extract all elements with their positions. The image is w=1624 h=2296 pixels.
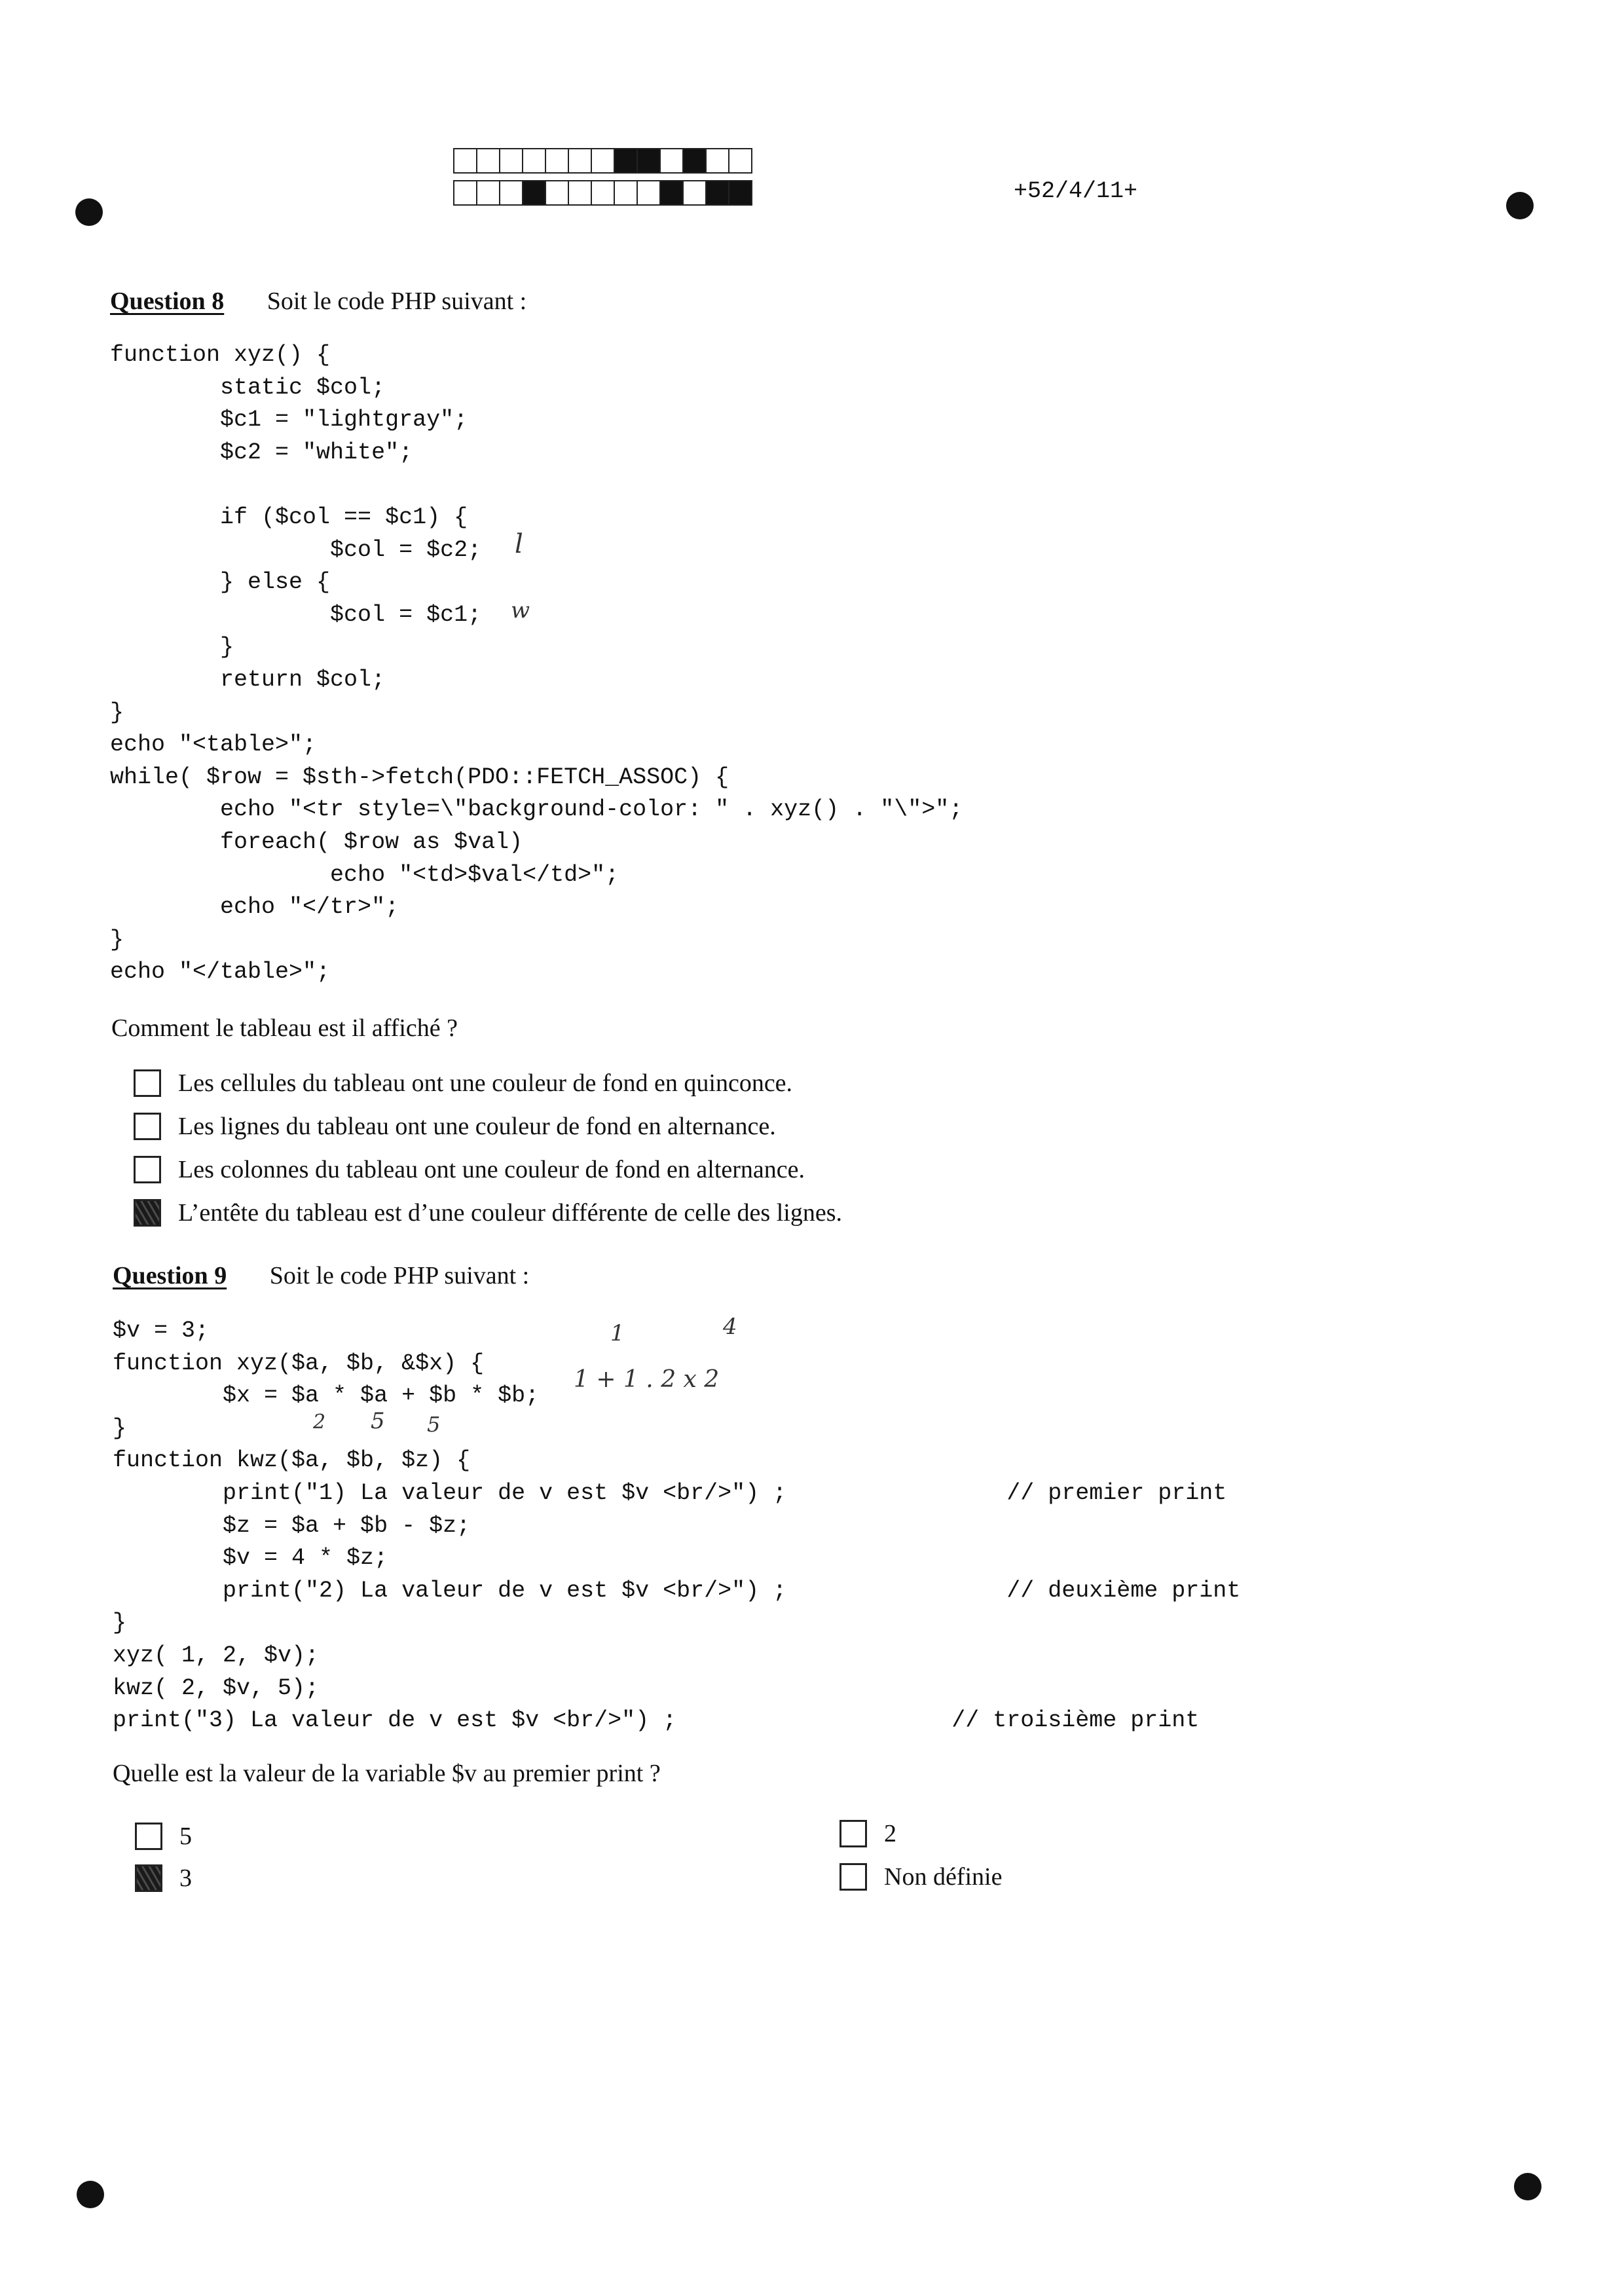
answer-option[interactable] [135, 1822, 192, 1851]
answer-option[interactable] [134, 1069, 792, 1098]
barcode-row-top [453, 148, 751, 174]
barcode-cell-filled [659, 180, 684, 206]
handwritten-note: 1 + 1 . 2 x 2 [574, 1366, 720, 1393]
corner-mark-top-right [1506, 192, 1534, 219]
answer-option[interactable] [134, 1198, 842, 1227]
answer-option[interactable] [840, 1819, 896, 1848]
question-8-heading [110, 287, 526, 316]
question-9-code: $v = 3; function xyz($a, $b, &$x) { $x = $a * $a + $b * $b; } function kwz($a, $b, $z) { print("1) La valeur de v est $v <br/>") ; // premier print $z = $a + $b - $z; $v = 4 * $z; print("2) La valeur de v est $v <br/>") ; // deuxième print } xyz( 1, 2, $v); kwz( 2, $v, 5); print("3) La valeur de v est $v <br/>") ; // troisième print [113, 1318, 1241, 1734]
question-number: Question 9 [113, 1262, 227, 1289]
answer-checkbox[interactable] [134, 1113, 161, 1140]
answer-label: Non définie [884, 1863, 1003, 1891]
answer-label: L’entête du tableau est d’une couleur différente de celle des lignes. [178, 1199, 842, 1227]
handwritten-note: 4 [723, 1314, 737, 1340]
barcode-cell-empty [591, 148, 615, 174]
answer-checkbox[interactable] [840, 1863, 867, 1891]
handwritten-note: 5 [371, 1408, 385, 1434]
barcode-cell-empty [499, 148, 523, 174]
answer-checkbox-checked[interactable] [135, 1864, 162, 1892]
barcode-cell-empty [568, 148, 592, 174]
answer-option[interactable] [135, 1864, 192, 1893]
page-code: +52/4/11+ [1014, 178, 1138, 204]
barcode-cell-filled [705, 180, 729, 206]
answer-label: Les colonnes du tableau ont une couleur de fond en alternance. [178, 1156, 805, 1183]
answer-label: 5 [179, 1823, 192, 1850]
barcode-cell-filled [682, 148, 707, 174]
barcode-cell-empty [545, 148, 569, 174]
answer-option[interactable] [840, 1862, 1002, 1891]
question-intro: Soit le code PHP suivant : [269, 1262, 530, 1289]
barcode-cell-empty [614, 180, 638, 206]
corner-mark-bottom-left [77, 2181, 104, 2208]
barcode-cell-filled [614, 148, 638, 174]
answer-label: Les cellules du tableau ont une couleur de fond en quinconce. [178, 1069, 793, 1097]
barcode-cell-empty [453, 148, 477, 174]
handwritten-note: 1 [610, 1320, 625, 1346]
question-intro: Soit le code PHP suivant : [267, 287, 527, 315]
handwritten-note: 5 [427, 1412, 441, 1437]
barcode-cell-empty [659, 148, 684, 174]
question-8-code: function xyz() { static $col; $c1 = "lightgray"; $c2 = "white"; if ($col == $c1) { $col = $c2; } else { $col = $c1; } return $col; } echo "<table>"; while( $row = $sth->fetch(PDO::FETCH_ASSOC) { echo "<tr style=\"background-color: " . xyz() . "\">"; foreach( $row as $val) echo "<td>$val</td>"; echo "</tr>"; } echo "</table>"; [110, 342, 963, 986]
barcode-cell-filled [728, 180, 752, 206]
handwritten-note: 2 [313, 1411, 326, 1434]
question-8-prompt: Comment le tableau est il affiché ? [111, 1014, 458, 1042]
barcode-row-bottom [453, 180, 751, 206]
answer-checkbox-checked[interactable] [134, 1199, 161, 1227]
corner-mark-bottom-right [1514, 2173, 1541, 2200]
answer-label: 2 [884, 1820, 896, 1847]
barcode-cell-empty [591, 180, 615, 206]
question-number: Question 8 [110, 287, 225, 315]
barcode-cell-empty [499, 180, 523, 206]
barcode-cell-filled [637, 148, 661, 174]
barcode-cell-empty [476, 180, 500, 206]
barcode-cell-empty [568, 180, 592, 206]
handwritten-note: w [511, 597, 530, 623]
answer-checkbox[interactable] [135, 1823, 162, 1850]
answer-label: 3 [179, 1864, 192, 1892]
barcode-cell-empty [637, 180, 661, 206]
question-9-heading [113, 1261, 529, 1290]
barcode-cell-empty [728, 148, 752, 174]
barcode-cell-filled [522, 180, 546, 206]
answer-label: Les lignes du tableau ont une couleur de fond en alternance. [178, 1113, 776, 1140]
answer-checkbox[interactable] [840, 1820, 867, 1847]
barcode-cell-empty [682, 180, 707, 206]
answer-option[interactable] [134, 1112, 776, 1141]
answer-checkbox[interactable] [134, 1156, 161, 1183]
corner-mark-top-left [75, 198, 103, 226]
barcode-cell-empty [705, 148, 729, 174]
answer-option[interactable] [134, 1155, 805, 1184]
barcode-cell-empty [453, 180, 477, 206]
question-9-prompt: Quelle est la valeur de la variable $v au premier print ? [113, 1760, 661, 1787]
answer-checkbox[interactable] [134, 1069, 161, 1097]
barcode-cell-empty [476, 148, 500, 174]
barcode-cell-empty [545, 180, 569, 206]
barcode-cell-empty [522, 148, 546, 174]
handwritten-note: l [515, 529, 523, 559]
